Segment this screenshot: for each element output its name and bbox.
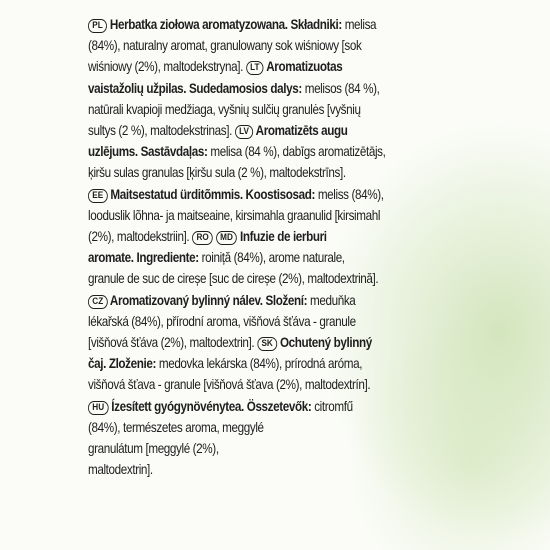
body-text: sultys (2 %), maltodekstrinas]. xyxy=(88,123,235,139)
language-code-badge: RO xyxy=(192,231,213,245)
text-line xyxy=(88,141,415,162)
text-line xyxy=(88,396,415,417)
bold-text: Ízesített gyógynövénytea. Összetevők: xyxy=(108,398,312,414)
text-line xyxy=(88,35,415,56)
text-line xyxy=(88,459,415,480)
text-line xyxy=(88,78,415,99)
bold-text: uzlējums. Sastāvdaļas: xyxy=(88,144,208,160)
text-line xyxy=(88,120,415,141)
bold-text: Herbatka ziołowa aromatyzowana. Składniki: xyxy=(107,17,342,32)
body-text: melisa (84 %), dabīgs aromatizētājs, xyxy=(207,144,386,160)
body-text: wiśniowy (2%), maltodekstryna]. xyxy=(88,59,246,75)
text-line xyxy=(88,162,415,183)
body-text: višňová šťava - granule [višňová šťava (2%), maltodextrín]. xyxy=(88,377,371,393)
body-text: granule de suc de cireșe [suc de cireșe (2%), maltodextrină]. xyxy=(88,271,379,287)
text-line xyxy=(88,226,415,247)
body-text: citromfű xyxy=(311,398,353,414)
text-line xyxy=(88,56,415,77)
bold-text: čaj. Zloženie: xyxy=(88,356,156,372)
body-text: meduňka xyxy=(307,292,356,308)
body-text: ķiršu sulas granulas [ķiršu sula (2 %), maltodekstrīns]. xyxy=(88,165,346,181)
body-text: melisos (84 %), xyxy=(301,80,380,96)
bold-text: Infuzie de ierburi xyxy=(237,229,327,245)
bold-text: Aromatizuotas xyxy=(263,59,343,75)
body-text: natūrali kvapioji medžiaga, vyšnių sulčių granulės [vyšnių xyxy=(88,101,361,117)
text-line xyxy=(88,268,415,289)
text-line xyxy=(88,332,415,353)
language-code-badge: CZ xyxy=(88,295,107,309)
bold-text: vaistažolių užpilas. Sudedamosios dalys: xyxy=(88,80,302,96)
language-code-badge: LT xyxy=(246,61,264,75)
body-text: lékařská (84%), přírodní aroma, višňová šťáva - granule xyxy=(88,313,356,329)
text-line xyxy=(88,290,415,311)
body-text: roiniță (84%), arome naturale, xyxy=(198,250,345,266)
body-text: medovka lekárska (84%), prírodná aróma, xyxy=(155,356,363,372)
text-line xyxy=(88,311,415,332)
language-code-badge: MD xyxy=(216,231,237,245)
language-code-badge: PL xyxy=(88,19,107,33)
bold-text: Aromatizēts augu xyxy=(253,123,348,139)
text-line xyxy=(88,184,415,205)
language-code-badge: EE xyxy=(88,189,108,203)
body-text: maltodextrin]. xyxy=(88,462,153,478)
body-text: (84%), naturalny aromat, granulowany sok wiśniowy [sok xyxy=(88,38,362,54)
bold-text: Ochutený bylinný xyxy=(277,335,372,351)
text-line xyxy=(88,417,415,438)
body-text: (84%), természetes aroma, meggylé xyxy=(88,419,264,435)
text-line xyxy=(88,14,415,35)
text-line xyxy=(88,353,415,374)
language-code-badge: SK xyxy=(257,337,277,351)
bold-text: Maitsestatud ürditõmmis. Koostisosad: xyxy=(107,186,315,202)
bold-text: aromate. Ingrediente: xyxy=(88,250,199,266)
body-text: meliss (84%), xyxy=(314,186,384,202)
body-text: (2%), maltodekstriin]. xyxy=(88,229,193,245)
text-line xyxy=(88,374,415,395)
language-code-badge: HU xyxy=(88,401,108,415)
text-line xyxy=(88,99,415,120)
language-code-badge: LV xyxy=(235,125,253,139)
text-line xyxy=(88,438,415,459)
ingredients-text-block xyxy=(88,14,415,480)
text-line xyxy=(88,247,415,268)
body-text: granulátum [meggylé (2%), xyxy=(88,441,219,457)
body-text: melisa xyxy=(341,17,377,32)
body-text: looduslik lõhna- ja maitseaine, kirsimahla graanulid [kirsimahl xyxy=(88,207,381,223)
body-text: [višňová šťáva (2%), maltodextrin]. xyxy=(88,335,258,351)
bold-text: Aromatizovaný bylinný nálev. Složení: xyxy=(107,292,308,308)
text-line xyxy=(88,205,415,226)
